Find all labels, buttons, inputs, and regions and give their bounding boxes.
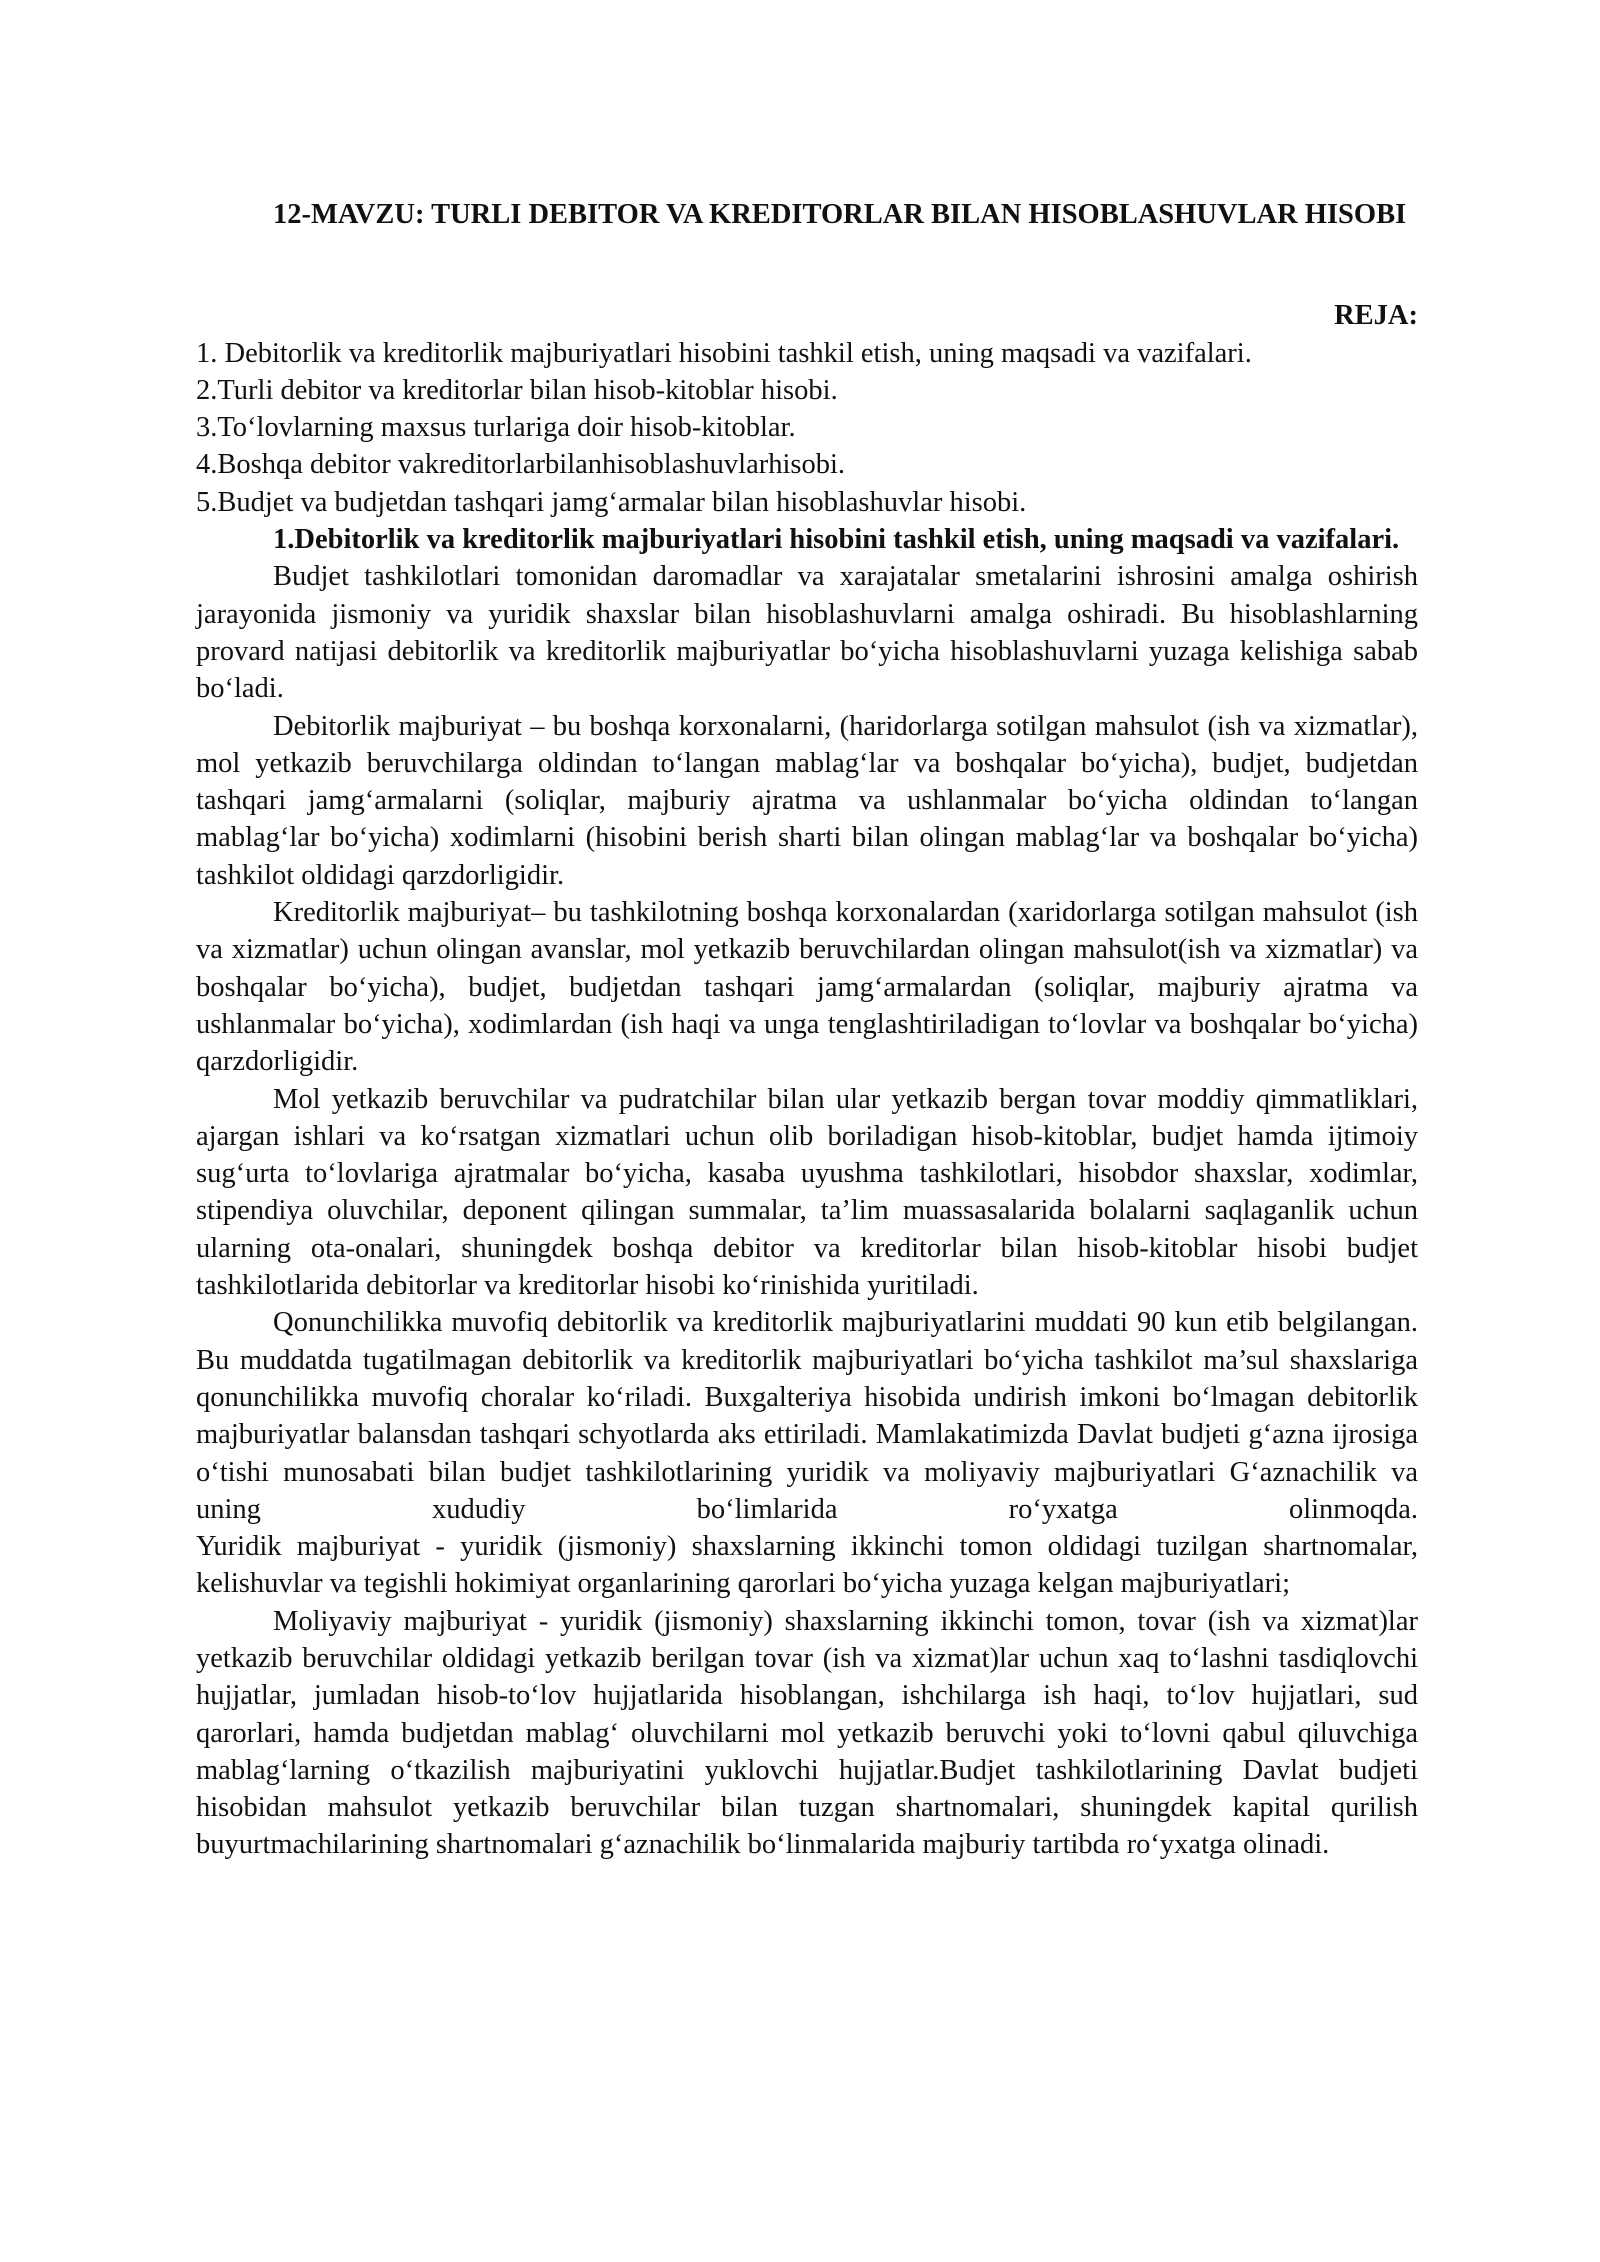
paragraph: Yuridik majburiyat - yuridik (jismoniy) shaxslarning ikkinchi tomon oldidagi tuzilgan shartnomalar, kelishuvlar va tegishli hokimiyat organlarining qarorlari bo‘yicha yuzaga kelgan majburiyatlari; (196, 1531, 1418, 1600)
plan-list (196, 335, 1418, 521)
plan-label: REJA: (1334, 300, 1418, 332)
paragraph: Qonunchilikka muvofiq debitorlik va kreditorlik majburiyatlarini muddati 90 kun etib belgilangan. Bu muddatda tugatilmagan debitorlik va kreditorlik majburiyatlari bo‘yicha tashkilot ma’sul shaxslariga qonunchilikka muvofiq choralar ko‘riladi. Buxgalteriya hisobida undirish imkoni bo‘lmagan debitorlik majburiyatlar balansdan tashqari schyotlarda aks ettiriladi. Mamlakatimizda Davlat budjeti g‘azna ijrosiga o‘tishi munosabati bilan budjet tashkilotlarining yuridik va moliyaviy majburiyatlari G‘aznachilik va uning xududiy bo‘limlarida ro‘yxatga olinmoqda. (196, 1307, 1418, 1525)
paragraph: Mol yetkazib beruvchilar va pudratchilar bilan ular yetkazib bergan tovar moddiy qimmatliklari, ajargan ishlari va ko‘rsatgan xizmatlari uchun olib boriladigan hisob-kitoblar, budjet hamda ijtimoiy sug‘urta to‘lovlariga ajratmalar bo‘yicha, kasaba uyushma tashkilotlari, hisobdor shaxslar, xodimlar, stipendiya oluvchilar, deponent qilingan summalar, ta’lim muassasalarida bolalarni saqlaganlik uchun ularning ota-onalari, shuningdek boshqa debitor va kreditorlar bilan hisob-kitoblar hisobi budjet tashkilotlarida debitorlar va kreditorlar hisobi ko‘rinishida yuritiladi. (196, 1083, 1418, 1302)
plan-item: 2.Turli debitor va kreditorlar bilan hisob-kitoblar hisobi. (196, 374, 838, 406)
plan-item: 1. Debitorlik va kreditorlik majburiyatlari hisobini tashkil etish, uning maqsadi va vazifalari. (196, 337, 1252, 369)
plan-item: 5.Budjet va budjetdan tashqari jamg‘armalar bilan hisoblashuvlar hisobi. (196, 486, 1027, 518)
paragraph: Debitorlik majburiyat – bu boshqa korxonalarni, (haridorlarga sotilgan mahsulot (ish va xizmatlar), mol yetkazib beruvchilarga oldindan to‘langan mablag‘lar va boshqalar bo‘yicha), budjet, budjetdan tashqari jamg‘armalarni (soliqlar, majburiy ajratma va ushlanmalar bo‘yicha oldindan to‘langan mablag‘lar bo‘yicha) xodimlarni (hisobini berish sharti bilan olingan mablag‘lar va boshqalar bo‘yicha) tashkilot oldidagi qarzdorligidir. (196, 710, 1418, 891)
document-title: 12-MAVZU: TURLI DEBITOR VA KREDITORLAR BILAN HISOBLASHUVLAR HISOBI (273, 199, 1407, 230)
plan-item: 4.Boshqa debitor vakreditorlarbilanhisoblashuvlarhisobi. (196, 449, 846, 481)
paragraph: Budjet tashkilotlari tomonidan daromadlar va xarajatalar smetalarini ishrosini amalga oshirish jarayonida jismoniy va yuridik shaxslar bilan hisoblashuvlarni amalga oshiradi. Bu hisoblashlarning provard natijasi debitorlik va kreditorlik majburiyatlar bo‘yicha hisoblashuvlarni yuzaga kelishiga sabab bo‘ladi. (196, 561, 1418, 705)
section-heading: 1.Debitorlik va kreditorlik majburiyatlari hisobini tashkil etish, uning maqsadi va vazifalari. (273, 524, 1400, 556)
paragraph: Kreditorlik majburiyat– bu tashkilotning boshqa korxonalardan (xaridorlarga sotilgan mahsulot (ish va xizmatlar) uchun olingan avanslar, mol yetkazib beruvchilardan olingan mahsulot(ish va xizmatlar) va boshqalar bo‘yicha), budjet, budjetdan tashqari jamg‘armalardan (soliqlar, majburiy ajratma va ushlanmalar bo‘yicha), xodimlardan (ish haqi va unga tenglashtiriladigan to‘lovlar va boshqalar bo‘yicha) qarzdorligidir. (196, 897, 1418, 1078)
paragraph: Moliyaviy majburiyat - yuridik (jismoniy) shaxslarning ikkinchi tomon, tovar (ish va xizmat)lar yetkazib beruvchilar oldidagi yetkazib berilgan tovar (ish va xizmat)lar uchun xaq to‘lashni tasdiqlovchi hujjatlar, jumladan hisob-to‘lov hujjatlarida hisoblangan, ishchilarga ish haqi, to‘lov hujjatlari, sud qarorlari, hamda budjetdan mablag‘ oluvchilarni mol yetkazib beruvchi yoki to‘lovni qabul qiluvchiga mablag‘larning o‘tkazilish majburiyatini yuklovchi hujjatlar.Budjet tashkilotlarining Davlat budjeti hisobidan mahsulot yetkazib beruvchilar bilan tuzgan shartnomalari, shuningdek kapital qurilish buyurtmachilarining shartnomalari g‘aznachilik bo‘linmalarida majburiy tartibda ro‘yxatga olinadi. (196, 1605, 1418, 1861)
document-page (196, 196, 1418, 1864)
plan-item: 3.To‘lovlarning maxsus turlariga doir hisob-kitoblar. (196, 412, 796, 444)
